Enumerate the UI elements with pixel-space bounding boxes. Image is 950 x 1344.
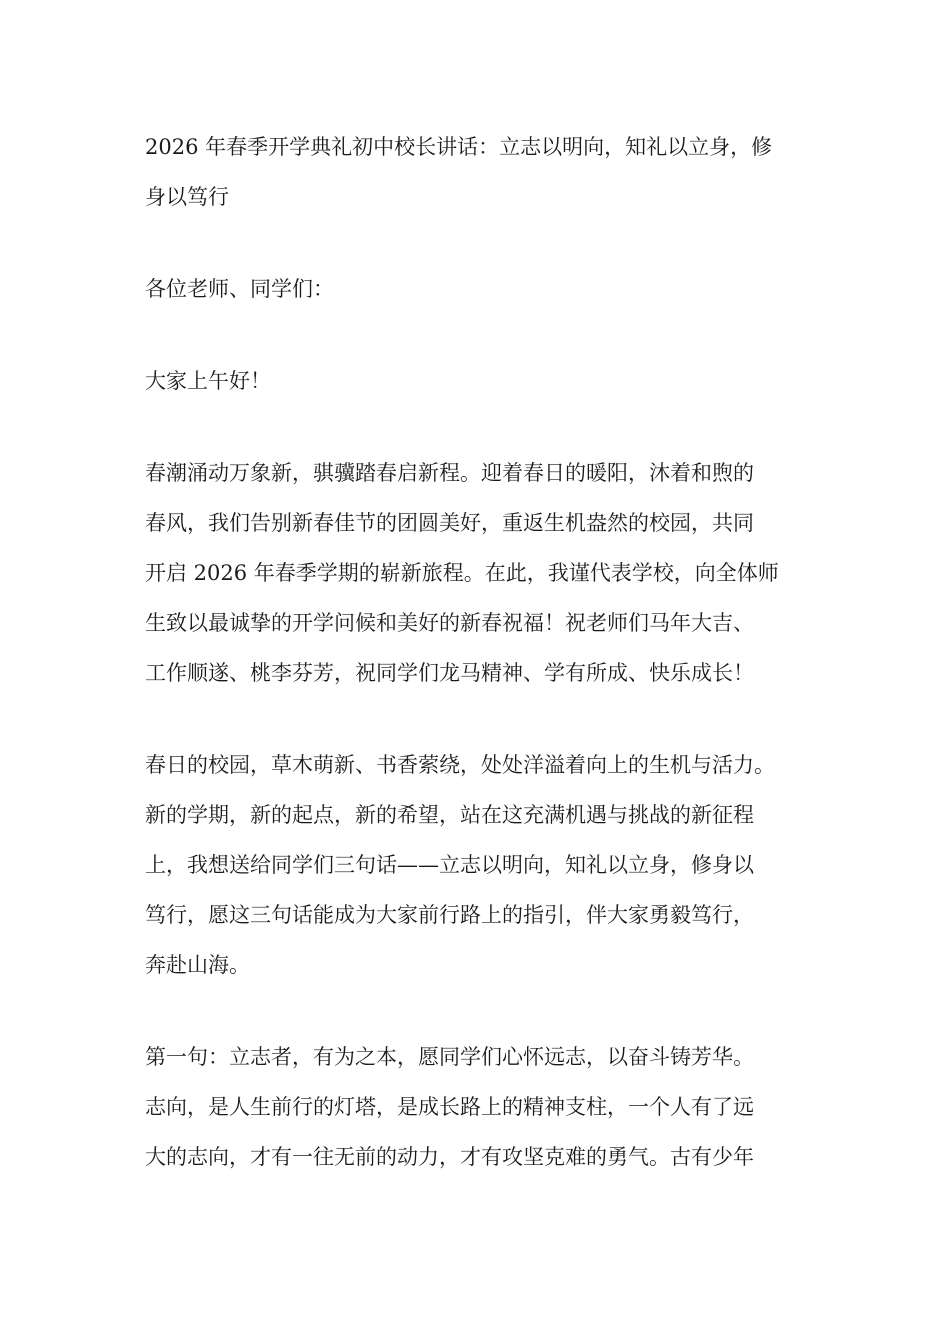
- paragraph-line: 春潮涌动万象新，骐骥踏春启新程。迎着春日的暖阳，沐着和煦的: [145, 461, 754, 485]
- document-title: [145, 122, 810, 222]
- salutation-text: 各位老师、同学们：: [145, 277, 334, 301]
- paragraph-line: 开启 2026 年春季学期的崭新旅程。在此，我谨代表学校，向全体师: [145, 561, 779, 585]
- paragraph-three-sentences: [145, 740, 810, 990]
- greeting-text: 大家上午好！: [145, 369, 271, 393]
- paragraph-line: 志向，是人生前行的灯塔，是成长路上的精神支柱，一个人有了远: [145, 1095, 754, 1119]
- paragraph-line: 生致以最诚挚的开学问候和美好的新春祝福！祝老师们马年大吉、: [145, 611, 754, 635]
- title-line: 2026 年春季开学典礼初中校长讲话：立志以明向，知礼以立身，修: [145, 135, 773, 159]
- paragraph-line: 春风，我们告别新春佳节的团圆美好，重返生机盎然的校园，共同: [145, 511, 754, 535]
- paragraph-first-sentence: [145, 1032, 810, 1182]
- document-body: [145, 122, 810, 1224]
- paragraph-line: 上，我想送给同学们三句话——立志以明向，知礼以立身，修身以: [145, 853, 754, 877]
- paragraph-line: 新的学期，新的起点，新的希望，站在这充满机遇与挑战的新征程: [145, 803, 754, 827]
- title-line: 身以笃行: [145, 185, 229, 209]
- paragraph-line: 工作顺遂、桃李芬芳，祝同学们龙马精神、学有所成、快乐成长！: [145, 661, 754, 685]
- paragraph-opening: [145, 448, 810, 698]
- salutation: [145, 264, 810, 314]
- greeting: [145, 356, 810, 406]
- paragraph-line: 笃行，愿这三句话能成为大家前行路上的指引，伴大家勇毅笃行，: [145, 903, 754, 927]
- paragraph-line: 第一句：立志者，有为之本，愿同学们心怀远志，以奋斗铸芳华。: [145, 1045, 754, 1069]
- paragraph-line: 奔赴山海。: [145, 953, 250, 977]
- paragraph-line: 春日的校园，草木萌新、书香萦绕，处处洋溢着向上的生机与活力。: [145, 753, 775, 777]
- paragraph-line: 大的志向，才有一往无前的动力，才有攻坚克难的勇气。古有少年: [145, 1145, 754, 1169]
